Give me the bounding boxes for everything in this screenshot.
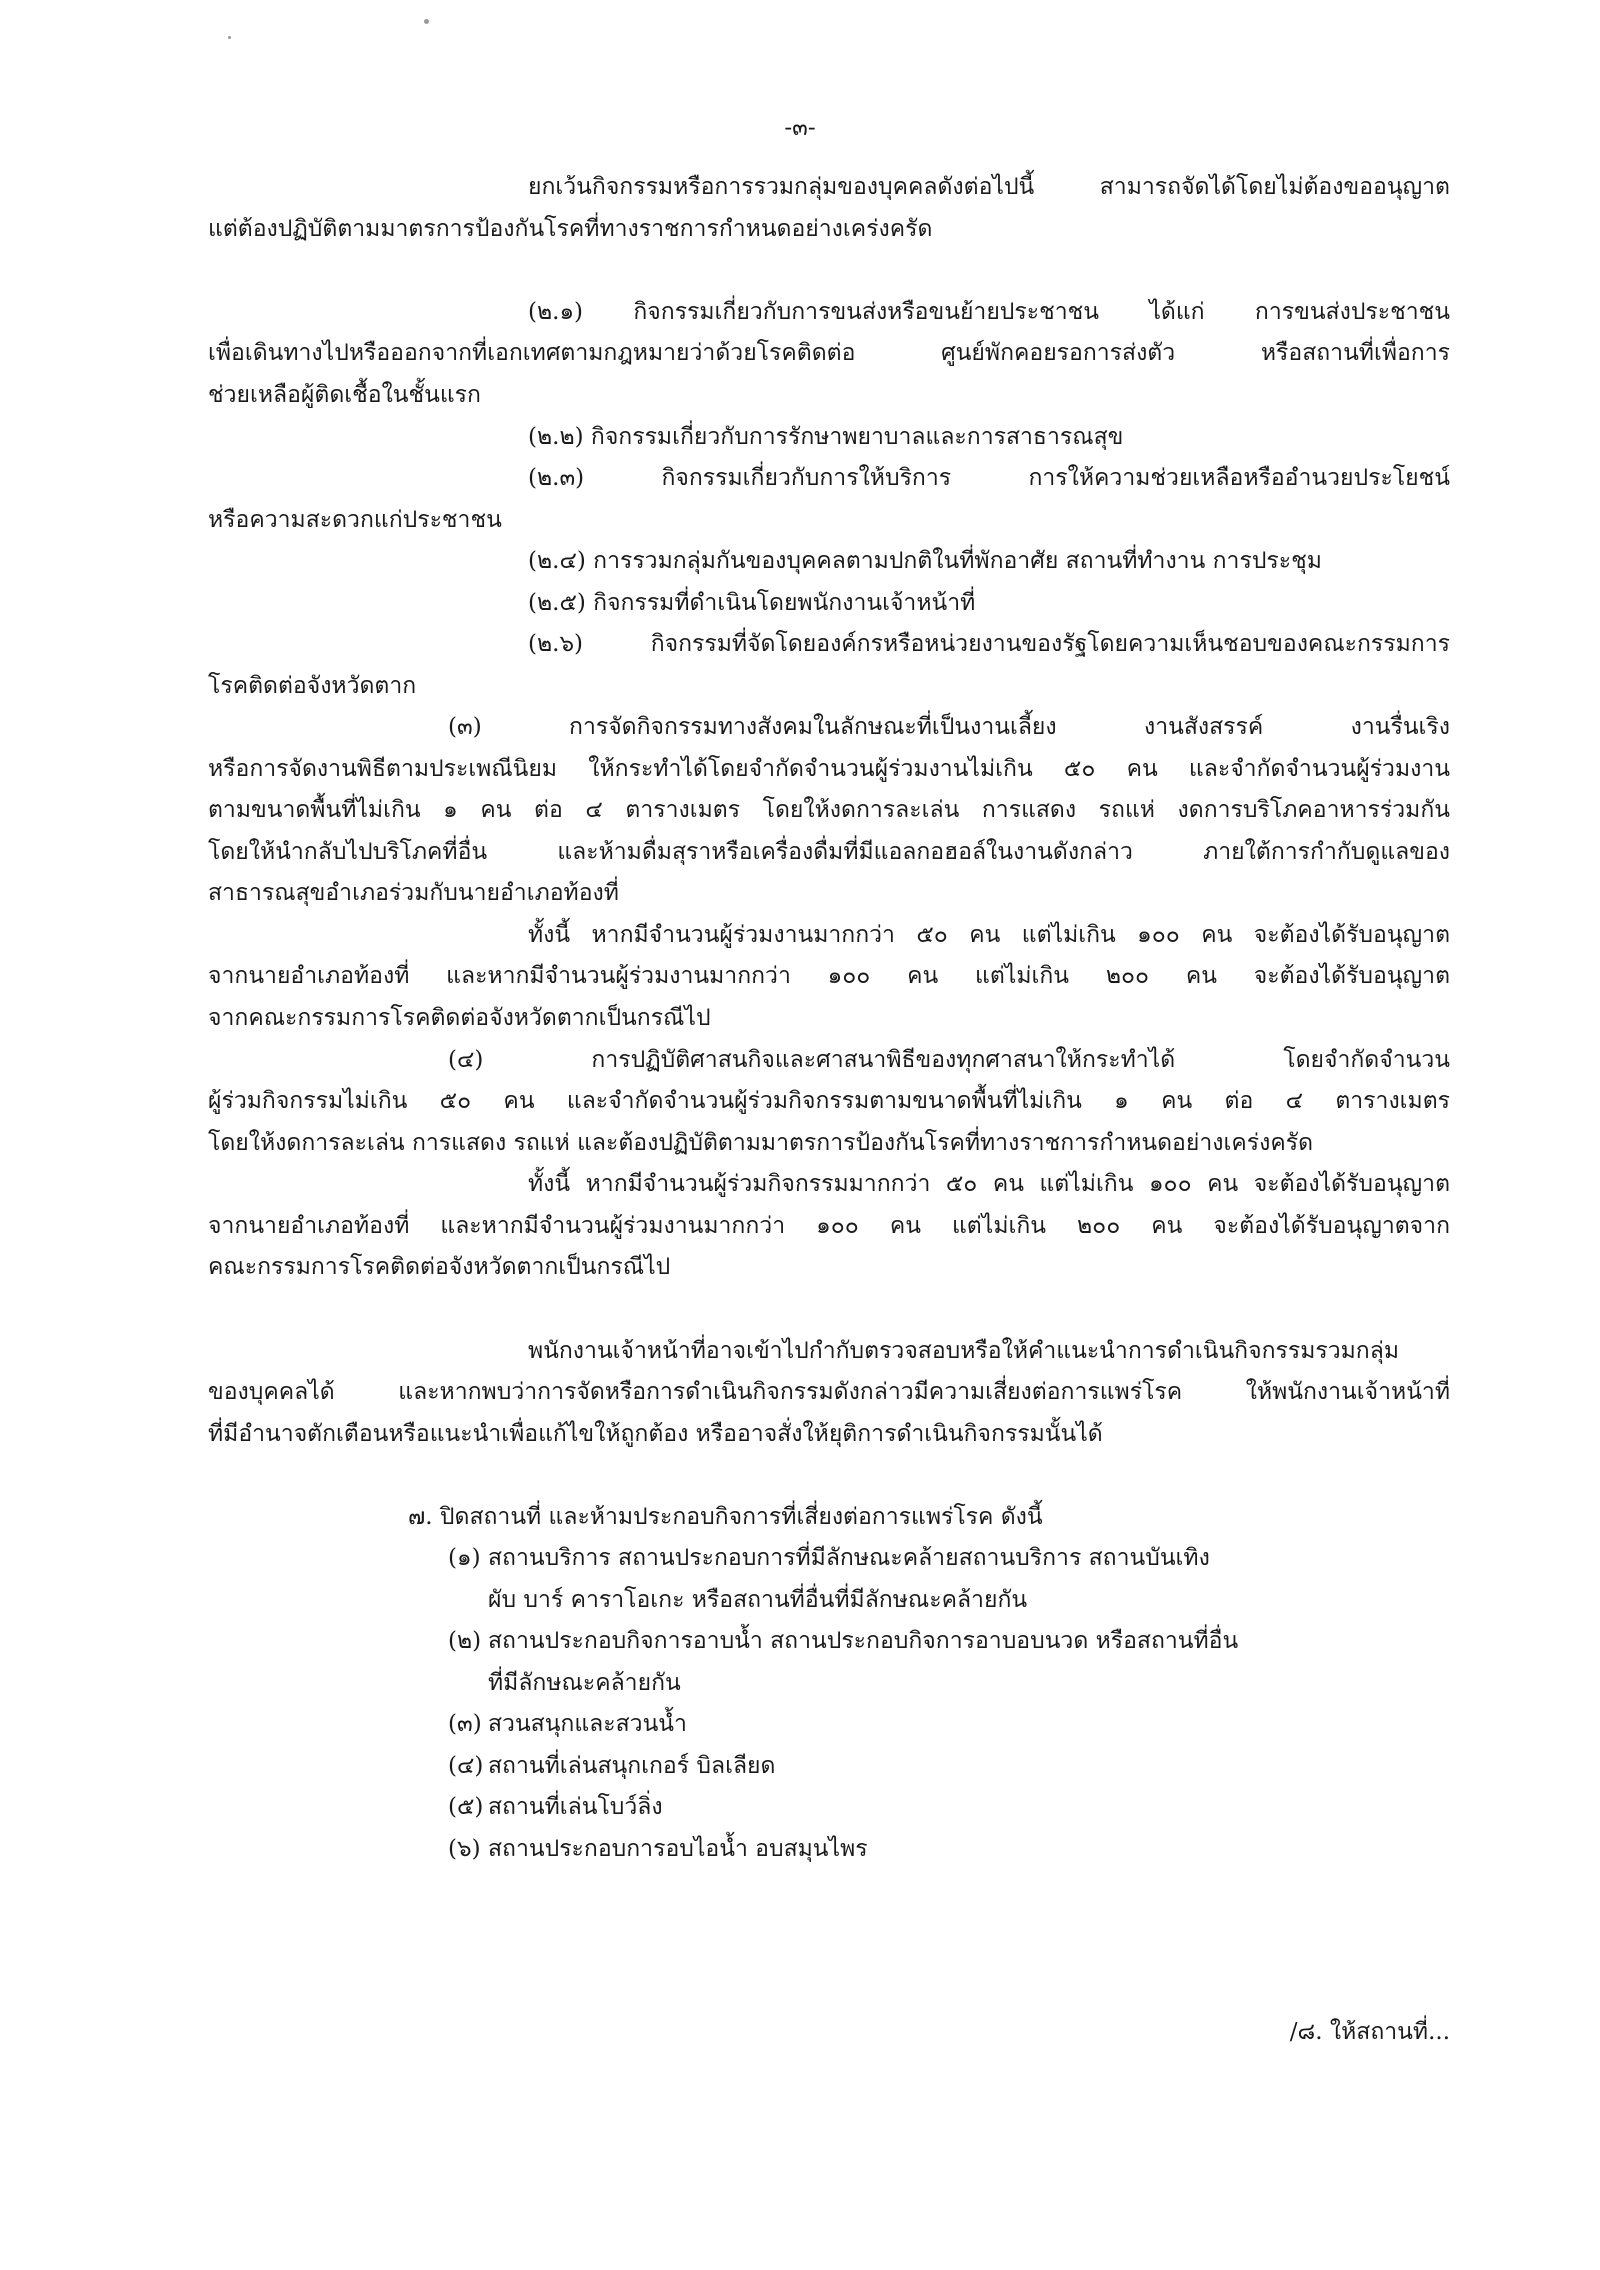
item-4-note: จากนายอำเภอท้องที่ และหากมีจำนวนผู้ร่วมงานมากกว่า ๑๐๐ คน แต่ไม่เกิน ๒๐๐ คน จะต้องได้รับอนุญาตจาก (208, 1213, 1450, 1239)
item-2-3-line: (๒.๓) กิจกรรมเกี่ยวกับการให้บริการ การให้ความช่วยเหลือหรืออำนวยประโยชน์ (528, 465, 1450, 491)
scan-speck (228, 36, 231, 39)
item-3-note: จากนายอำเภอท้องที่ และหากมีจำนวนผู้ร่วมงานมากกว่า ๑๐๐ คน แต่ไม่เกิน ๒๐๐ คน จะต้องได้รับอนุญาต (208, 963, 1450, 989)
section-7-item-number: (๑) (448, 1545, 481, 1571)
item-3-note: ทั้งนี้ หากมีจำนวนผู้ร่วมงานมากกว่า ๕๐ คน แต่ไม่เกิน ๑๐๐ คน จะต้องได้รับอนุญาต (528, 922, 1450, 948)
item-3-line: (๓) การจัดกิจกรรมทางสังคมในลักษณะที่เป็นงานเลี้ยง งานสังสรรค์ งานรื่นเริง (448, 714, 1450, 740)
item-2-6-line: โรคติดต่อจังหวัดตาก (208, 673, 417, 699)
item-2-6-line: (๒.๖) กิจกรรมที่จัดโดยองค์กรหรือหน่วยงานของรัฐโดยความเห็นชอบของคณะกรรมการ (528, 631, 1450, 657)
item-2-1-line: เพื่อเดินทางไปหรือออกจากที่เอกเทศตามกฎหมายว่าด้วยโรคติดต่อ ศูนย์พักคอยรอการส่งตัว หรือสถานที่เพื่อการ (208, 340, 1450, 366)
item-3-line: หรือการจัดงานพิธีตามประเพณีนิยม ให้กระทำได้โดยจำกัดจำนวนผู้ร่วมงานไม่เกิน ๕๐ คน และจำกัดจำนวนผู้ร่วมงาน (208, 756, 1450, 782)
item-3-line: ตามขนาดพื้นที่ไม่เกิน ๑ คน ต่อ ๔ ตารางเมตร โดยให้งดการละเล่น การแสดง รถแห่ งดการบริโภคอาหารร่วมกัน (208, 797, 1450, 823)
section-7-item-number: (๒) (448, 1628, 482, 1654)
section-7-item: สถานที่เล่นโบว์ลิ่ง (488, 1794, 663, 1820)
section-7-item: สถานบริการ สถานประกอบการที่มีลักษณะคล้ายสถานบริการ สถานบันเทิง (488, 1545, 1210, 1571)
section-7-heading: ๗. ปิดสถานที่ และห้ามประกอบกิจการที่เสี่ยงต่อการแพร่โรค ดังนี้ (408, 1504, 1043, 1530)
item-2-2: (๒.๒) กิจกรรมเกี่ยวกับการรักษาพยาบาลและการสาธารณสุข (528, 424, 1124, 450)
section-7-item: สถานประกอบกิจการอาบน้ำ สถานประกอบกิจการอาบอบนวด หรือสถานที่อื่น (488, 1628, 1239, 1654)
officer-para-line: ที่มีอำนาจตักเตือนหรือแนะนำเพื่อแก้ไขให้ถูกต้อง หรืออาจสั่งให้ยุติการดำเนินกิจกรรมนั้นได้ (208, 1421, 1103, 1447)
item-2-5: (๒.๕) กิจกรรมที่ดำเนินโดยพนักงานเจ้าหน้าที่ (528, 590, 976, 616)
item-2-1-line: ช่วยเหลือผู้ติดเชื้อในชั้นแรก (208, 382, 481, 408)
item-2-4: (๒.๔) การรวมกลุ่มกันของบุคคลตามปกติในที่พักอาศัย สถานที่ทำงาน การประชุม (528, 548, 1322, 574)
intro-line: แต่ต้องปฏิบัติตามมาตรการป้องกันโรคที่ทางราชการกำหนดอย่างเคร่งครัด (208, 216, 933, 242)
section-7-item-number: (๓) (448, 1711, 482, 1737)
section-7-item: สวนสนุกและสวนน้ำ (488, 1711, 687, 1737)
section-7-item-number: (๔) (448, 1753, 484, 1779)
item-2-3-line: หรือความสะดวกแก่ประชาชน (208, 507, 502, 533)
section-7-item: สถานที่เล่นสนุกเกอร์ บิลเลียด (488, 1753, 776, 1779)
item-3-note: จากคณะกรรมการโรคติดต่อจังหวัดตากเป็นกรณีไป (208, 1005, 711, 1031)
section-7-item-number: (๕) (448, 1794, 484, 1820)
item-4-line: โดยให้งดการละเล่น การแสดง รถแห่ และต้องปฏิบัติตามมาตรการป้องกันโรคที่ทางราชการกำหนดอย่างเคร่งครัด (208, 1130, 1313, 1156)
officer-para-line: พนักงานเจ้าหน้าที่อาจเข้าไปกำกับตรวจสอบหรือให้คำแนะนำการดำเนินกิจกรรมรวมกลุ่ม (528, 1338, 1399, 1364)
item-4-note: ทั้งนี้ หากมีจำนวนผู้ร่วมกิจกรรมมากกว่า ๕๐ คน แต่ไม่เกิน ๑๐๐ คน จะต้องได้รับอนุญาต (528, 1171, 1450, 1197)
continuation-marker: /๘. ให้สถานที่... (1289, 2019, 1450, 2045)
section-7-item: ผับ บาร์ คาราโอเกะ หรือสถานที่อื่นที่มีลักษณะคล้ายกัน (488, 1587, 1028, 1613)
item-3-line: สาธารณสุขอำเภอร่วมกับนายอำเภอท้องที่ (208, 880, 619, 906)
page-number: -๓- (784, 115, 816, 141)
item-2-1-line: (๒.๑) กิจกรรมเกี่ยวกับการขนส่งหรือขนย้ายประชาชน ได้แก่ การขนส่งประชาชน (528, 299, 1450, 325)
item-4-note: คณะกรรมการโรคติดต่อจังหวัดตากเป็นกรณีไป (208, 1254, 671, 1280)
item-4-line: (๔) การปฏิบัติศาสนกิจและศาสนาพิธีของทุกศาสนาให้กระทำได้ โดยจำกัดจำนวน (448, 1047, 1450, 1073)
intro-line: ยกเว้นกิจกรรมหรือการรวมกลุ่มของบุคคลดังต่อไปนี้ สามารถจัดได้โดยไม่ต้องขออนุญาต (528, 174, 1450, 200)
item-3-line: โดยให้นำกลับไปบริโภคที่อื่น และห้ามดื่มสุราหรือเครื่องดื่มที่มีแอลกอฮอล์ในงานดังกล่าว ภายใต้การกำกับดูแลของ (208, 839, 1450, 865)
section-7-item: สถานประกอบการอบไอน้ำ อบสมุนไพร (488, 1836, 868, 1862)
section-7-item-number: (๖) (448, 1836, 481, 1862)
officer-para-line: ของบุคคลได้ และหากพบว่าการจัดหรือการดำเนินกิจกรรมดังกล่าวมีความเสี่ยงต่อการแพร่โรค ให้พนักงานเจ้าหน้าที่ (208, 1379, 1450, 1405)
section-7-item: ที่มีลักษณะคล้ายกัน (488, 1670, 681, 1696)
item-4-line: ผู้ร่วมกิจกรรมไม่เกิน ๕๐ คน และจำกัดจำนวนผู้ร่วมกิจกรรมตามขนาดพื้นที่ไม่เกิน ๑ คน ต่อ ๔ ตารางเมตร (208, 1088, 1450, 1114)
scan-speck (424, 19, 429, 24)
